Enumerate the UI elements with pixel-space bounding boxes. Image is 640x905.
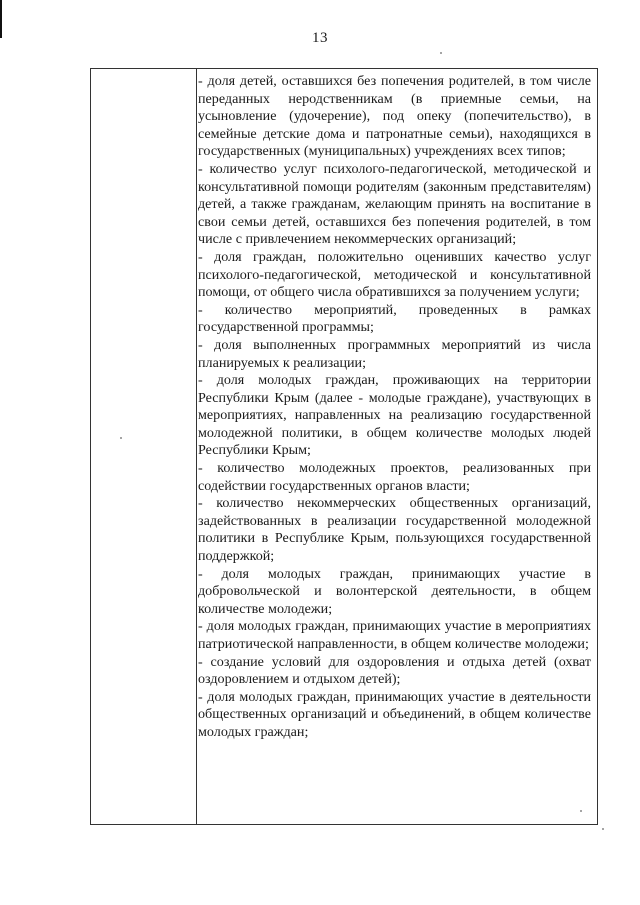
list-item: - доля молодых граждан, принимающих участие в мероприятиях патриотической направленности, в общем количестве молодежи; xyxy=(198,618,591,652)
list-item: - количество услуг психолого-педагогической, методической и консультативной помощи родителям (законным представителям) детей, а также гражданам, желающим принять на воспитание в свои семьи детей, оставшихся без попечения родителей, в том числе с привлечением некоммерческих организаций; xyxy=(198,160,591,248)
list-item: - доля граждан, положительно оценивших качество услуг психолого-педагогической, методической и консультативной помощи, от общего числа обратившихся за получением услуги; xyxy=(198,248,591,301)
list-item: - доля детей, оставшихся без попечения родителей, в том числе переданных неродственникам (в приемные семьи, на усыновление (удочерение), под опеку (попечительство), в семейные детские дома и патронатные семьи), находящихся в государственных (муниципальных) учреждениях всех типов; xyxy=(198,73,591,160)
indicator-table xyxy=(90,68,598,825)
list-item: - доля выполненных программных мероприятий из числа планируемых к реализации; xyxy=(198,336,591,371)
list-item: - доля молодых граждан, принимающих участие в добровольческой и волонтерской деятельности, в общем количестве молодежи; xyxy=(198,565,591,617)
list-item: - количество некоммерческих общественных организаций, задействованных в реализации государственной молодежной политики в Республике Крым, пользующихся государственной поддержкой; xyxy=(198,495,591,565)
list-item: - количество мероприятий, проведенных в рамках государственной программы; xyxy=(198,301,591,336)
list-item: - доля молодых граждан, проживающих на территории Республики Крым (далее - молодые граждане), участвующих в мероприятиях, направленных на реализацию государственной молодежной политики, в общем количестве молодых людей Республики Крым; xyxy=(198,372,591,459)
list-item: - создание условий для оздоровления и отдыха детей (охват оздоровлением и отдыхом детей); xyxy=(198,653,591,688)
scan-speck xyxy=(580,810,582,812)
scan-speck xyxy=(602,828,604,830)
scan-speck xyxy=(120,437,122,439)
list-item: - количество молодежных проектов, реализованных при содействии государственных органов власти; xyxy=(198,460,591,494)
column-divider xyxy=(196,69,197,824)
scan-speck xyxy=(440,52,442,54)
page-number: 13 xyxy=(312,30,328,46)
table-right-cell xyxy=(198,73,591,824)
table-left-cell xyxy=(91,69,196,824)
list-item: - доля молодых граждан, принимающих участие в деятельности общественных организаций и объединений, в общем количестве молодых граждан; xyxy=(198,688,591,740)
